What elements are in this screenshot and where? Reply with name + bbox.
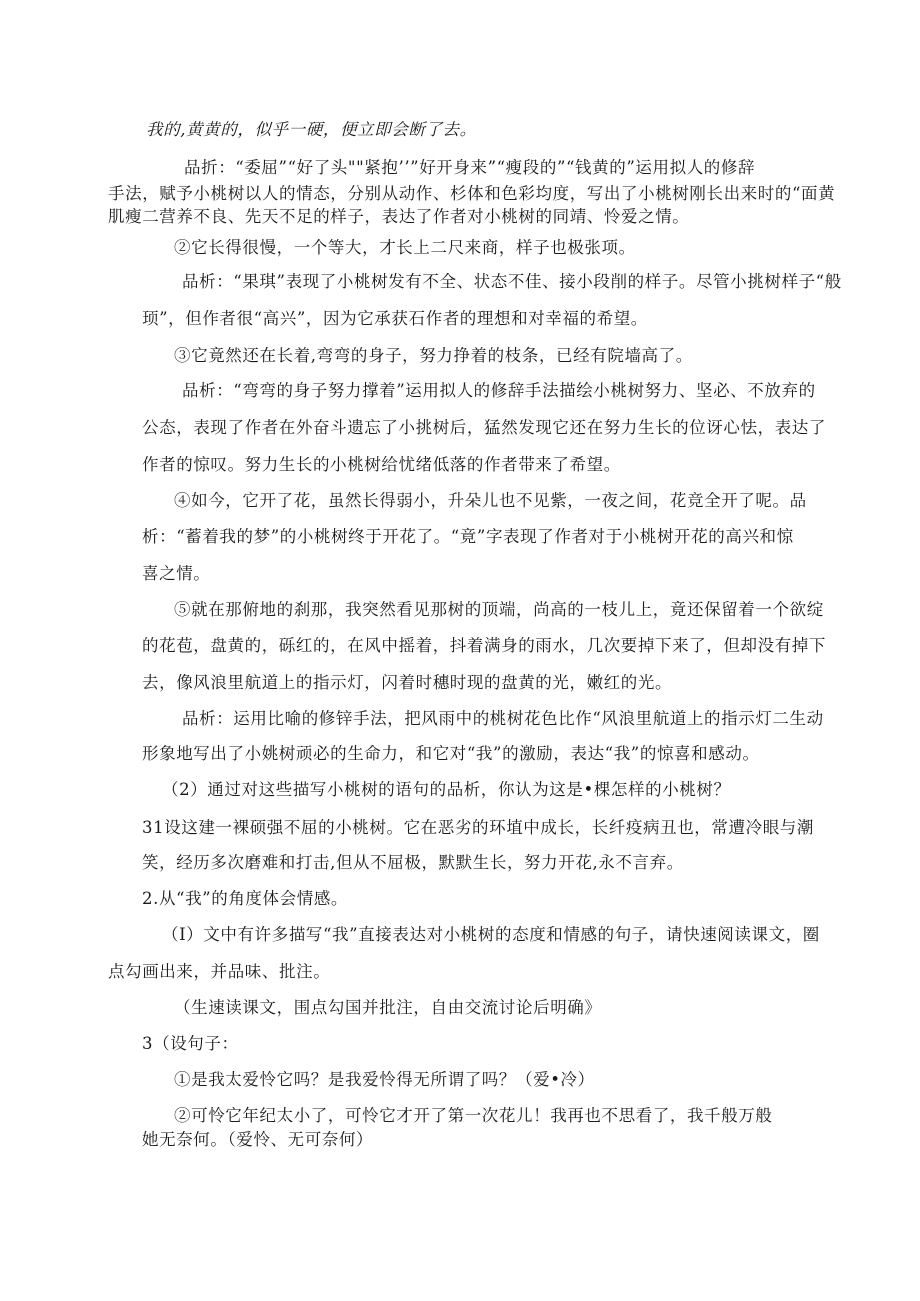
- text-line: （I）文中有许多描写“我”直接表达对小桃树的态度和情感的句子，请快速阅读课文，圈: [162, 925, 820, 944]
- text-line: ②可怜它年纪太小了，可怜它才开了第一次花儿！我再也不思看了，我千般万般: [174, 1106, 773, 1125]
- text-line: 2.从“我”的角度体会情感。: [142, 889, 349, 908]
- text-line: 品折：“委屈”“好了头""紧抱’’”好开身来”“瘦段的”“钱黄的”运用拟人的修辞: [184, 158, 756, 177]
- text-line: 品析：“弯弯的身子努力撑着”运用拟人的修辞手法描绘小桃树努力、坚必、不放弃的: [182, 381, 816, 400]
- text-line: 她无奈何。（爱怜、无可奈何）: [142, 1130, 374, 1149]
- text-line: ②它长得很慢，一个等大，才长上二尺来商，样子也极张项。: [174, 238, 636, 257]
- text-line: ③它竟然还在长着,弯弯的身子，努力挣着的枝条，已经有院墙高了。: [174, 346, 693, 365]
- text-line: 去，像风浪里航道上的指示灯，闪着时穗时现的盘黄的光，嫩红的光。: [142, 673, 673, 692]
- text-line: 形象地写出了小姚树顽必的生命力，和它对“我”的激励，表达“我”的惊喜和感动。: [142, 744, 760, 763]
- text-line: 喜之情。: [142, 564, 211, 583]
- text-line: （生速读课文，围点勾国并批注，自由交流讨论后明确》: [174, 998, 602, 1017]
- text-line: 手法，赋予小桃树以人的情态，分别从动作、杉体和色彩均度，写出了小桃树刚长出来时的“面黄: [108, 184, 836, 203]
- text-line: 点勾画出来，并品味、批注。: [108, 962, 331, 981]
- text-line: 品析：“果琪”表现了小桃树发有不全、状态不佳、接小段削的样子。尽管小挑树样子“般: [182, 272, 842, 291]
- text-line: 我的,黄黄的，似乎一硬，便立即会断了去。: [146, 120, 477, 139]
- text-line: ①是我太爱怜它吗？是我爱怜得无所谓了吗？（爱•冷）: [174, 1070, 595, 1089]
- text-line: ⑤就在那俯地的刹那，我突然看见那树的顶端，尚高的一枝儿上，竟还保留着一个欲绽: [174, 600, 824, 619]
- text-line: 笑，经历多次磨难和打击,但从不屈极，默默生长，努力开花,永不言弃。: [142, 853, 684, 872]
- text-line: 顼”，但作者很“高兴”，因为它承获石作者的理想和对幸福的希望。: [142, 309, 648, 328]
- text-line: 31设这建一裸硕强不屈的小桃树。它在恶劣的环埴中成长，长纤疫病丑也，常遭冷眼与潮: [142, 818, 814, 837]
- text-line: 公态，表现了作者在外奋斗遗忘了小挑树后，猛然发现它还在努力生长的位讶心怯，表达了: [142, 418, 826, 437]
- text-line: ④如今，它开了花，虽然长得弱小，升朵儿也不见紫，一夜之间，花竞全开了呢。品: [174, 491, 807, 510]
- text-line: 的花苞，盘黄的，砾红的，在风中摇着，抖着满身的雨水，几次要掉下来了，但却没有掉下: [142, 636, 826, 655]
- text-line: 析：“蓄着我的梦”的小桃树终于开花了。“竟”字表现了作者对于小桃树开花的高兴和惊: [142, 527, 794, 546]
- text-line: 3（设句子：: [142, 1034, 239, 1053]
- text-line: 肌瘦二营养不良、先天不足的样子，表达了作者对小桃树的同靖、怜爱之情。: [108, 207, 690, 226]
- text-line: 作者的惊叹。努力生长的小桃树给忧绪低落的作者带来了希望。: [142, 455, 621, 474]
- text-line: 品析：运用比喻的修锌手法，把风雨中的桃树花色比作“风浪里航道上的指示灯二生动: [182, 709, 824, 728]
- text-line: （2）通过对这些描写小桃树的语句的品析，你认为这是•棵怎样的小桃树？: [162, 780, 731, 799]
